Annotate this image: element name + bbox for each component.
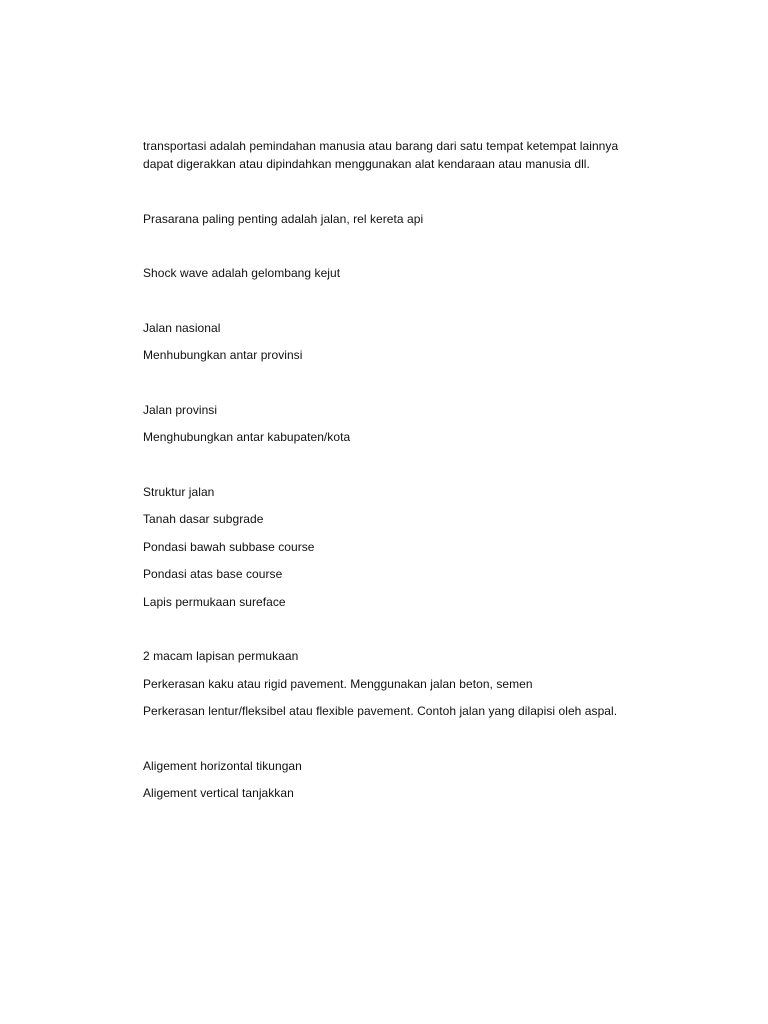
prasarana-text: Prasarana paling penting adalah jalan, rel kereta api: [143, 212, 424, 226]
lapisan-item-rigid: Perkerasan kaku atau rigid pavement. Menggunakan jalan beton, semen: [143, 677, 533, 691]
struktur-item-subgrade: Tanah dasar subgrade: [143, 512, 264, 526]
shock-wave-text: Shock wave adalah gelombang kejut: [143, 266, 341, 280]
struktur-item-surface: Lapis permukaan sureface: [143, 595, 286, 609]
intro-line-1: transportasi adalah pemindahan manusia atau barang dari satu tempat ketempat lainnya: [143, 139, 619, 153]
aligement-vertical: Aligement vertical tanjakkan: [143, 786, 294, 800]
jalan-nasional-text: Menhubungkan antar provinsi: [143, 348, 303, 362]
struktur-item-subbase: Pondasi bawah subbase course: [143, 540, 315, 554]
intro-line-2: dapat digerakkan atau dipindahkan menggunakan alat kendaraan atau manusia dll.: [143, 157, 590, 171]
jalan-provinsi-text: Menghubungkan antar kabupaten/kota: [143, 430, 351, 444]
lapisan-item-flexible: Perkerasan lentur/fleksibel atau flexible pavement. Contoh jalan yang dilapisi oleh aspal.: [143, 704, 618, 718]
struktur-item-base: Pondasi atas base course: [143, 567, 283, 581]
jalan-nasional-heading: Jalan nasional: [143, 321, 221, 335]
aligement-horizontal: Aligement horizontal tikungan: [143, 759, 302, 773]
lapisan-heading: 2 macam lapisan permukaan: [143, 649, 299, 663]
struktur-jalan-heading: Struktur jalan: [143, 485, 215, 499]
jalan-provinsi-heading: Jalan provinsi: [143, 403, 218, 417]
